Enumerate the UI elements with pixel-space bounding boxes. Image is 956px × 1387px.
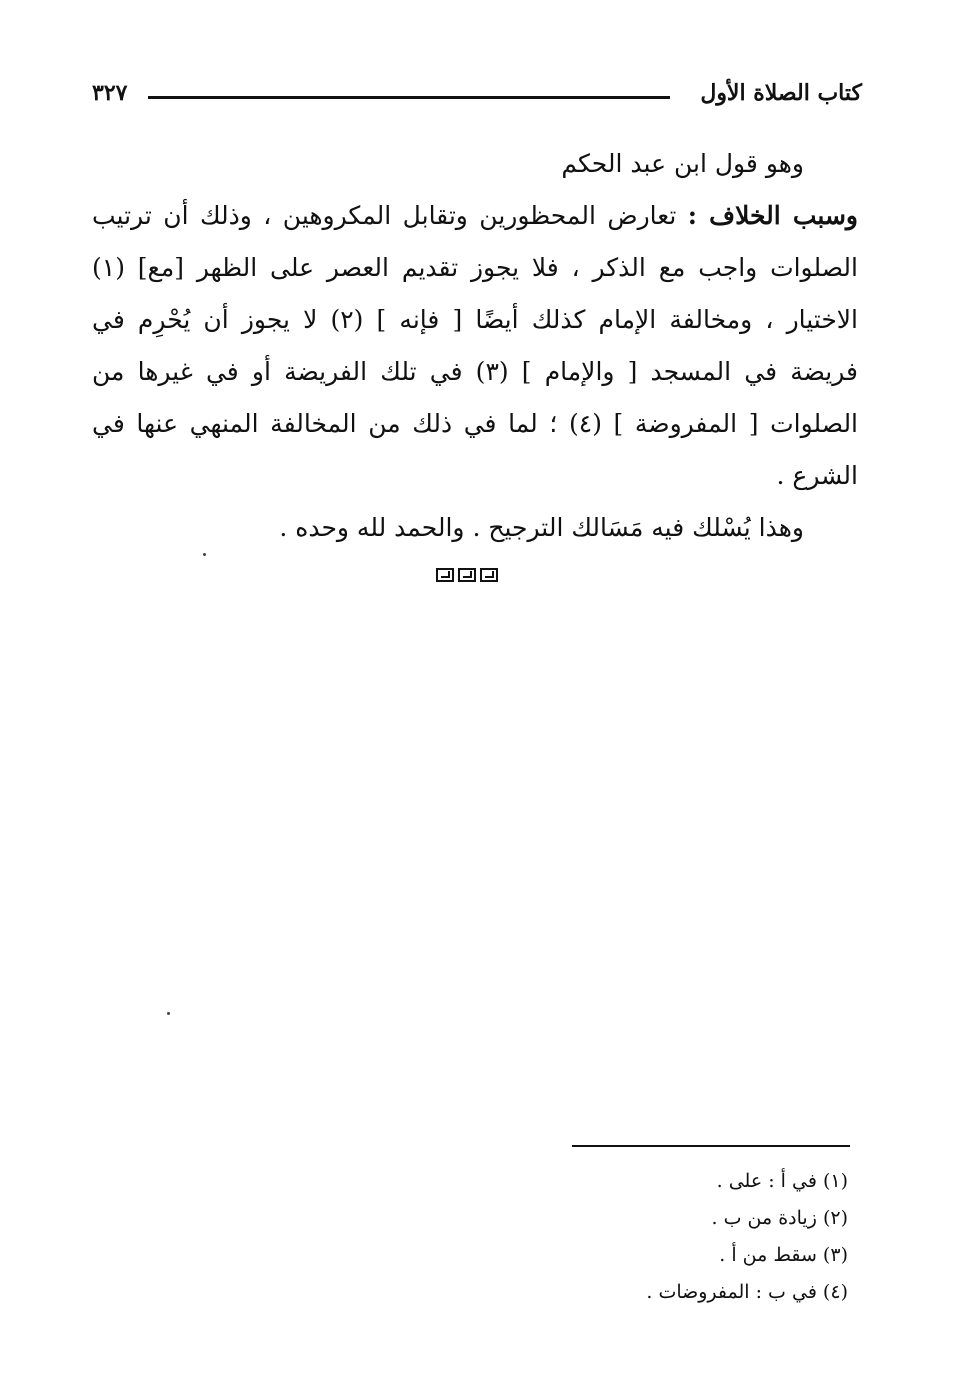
ornament-box-icon xyxy=(436,568,454,582)
main-text xyxy=(92,138,858,554)
scan-speck xyxy=(203,553,206,556)
scan-speck xyxy=(167,1012,170,1015)
footnote-3: (٣) سقط من أ . xyxy=(719,1244,848,1266)
reason-keyword: وسبب الخلاف : xyxy=(687,201,858,230)
reason-text: تعارض المحظورين وتقابل المكروهين ، وذلك أن ترتيب الصلوات واجب مع الذكر ، فلا يجوز تقديم العصر على الظهر [مع] (١) الاختيار ، ومخالفة الإمام كذلك أيضًا [ فإنه ] (٢) لا يجوز أن يُحْرِم في فريضة في المسجد [ والإمام ] (٣) في تلك الفريضة أو في غيرها من الصلوات [ المفروضة ] (٤) ؛ لما في ذلك من المخالفة المنهي عنها في الشرع . xyxy=(92,201,859,490)
footnote-2: (٢) زيادة من ب . xyxy=(711,1207,848,1229)
page-number: ٣٢٧ xyxy=(92,80,128,106)
section-end-ornament xyxy=(436,568,498,582)
footnotes xyxy=(646,1163,848,1311)
ornament-box-icon xyxy=(480,568,498,582)
header-rule xyxy=(148,96,670,99)
footnote-1: (١) في أ : على . xyxy=(716,1170,848,1192)
footnote-rule xyxy=(572,1145,850,1147)
closing-line: وهذا يُسْلك فيه مَسَالك الترجيح . والحمد لله وحده . xyxy=(279,513,804,542)
running-header xyxy=(92,78,862,118)
footnote-4: (٤) في ب : المفروضات . xyxy=(646,1281,848,1303)
intro-line: وهو قول ابن عبد الحكم xyxy=(561,149,804,178)
reason-paragraph xyxy=(92,190,858,502)
ornament-box-icon xyxy=(458,568,476,582)
chapter-title: كتاب الصلاة الأول xyxy=(700,80,862,106)
